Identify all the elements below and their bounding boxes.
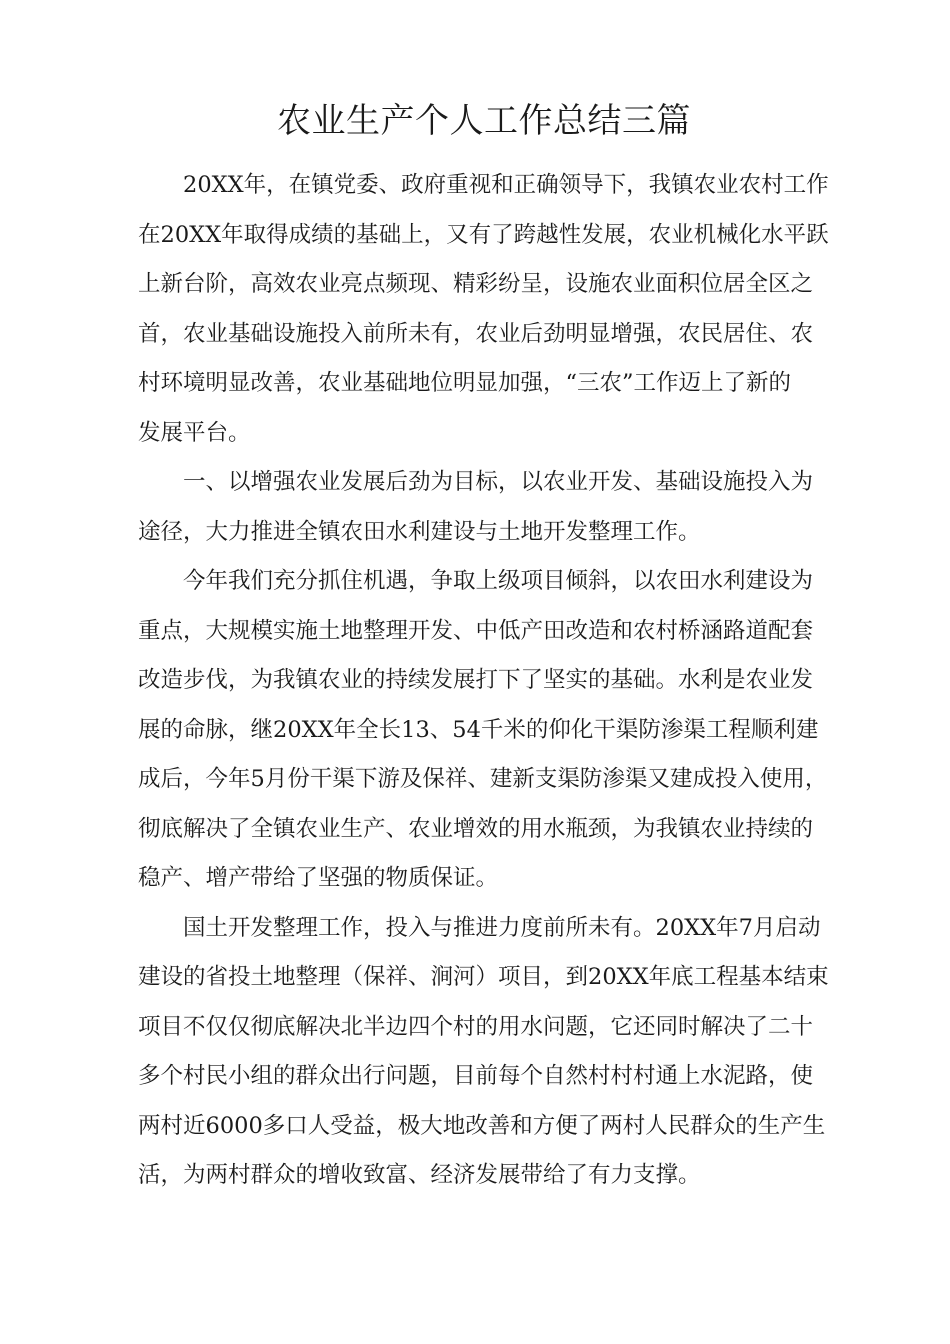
text-line: 上新台阶，高效农业亮点频现、精彩纷呈，设施农业面积位居全区之 [138,271,814,297]
text-line: 在20XX年取得成绩的基础上，又有了跨越性发展，农业机械化水平跃 [138,221,829,248]
text-line: 一、以增强农业发展后劲为目标，以农业开发、基础设施投入为 [183,469,814,495]
text-line: 20XX年，在镇党委、政府重视和正确领导下，我镇农业农村工作 [183,172,829,198]
paragraph-heading-one [138,458,830,557]
text-line: 改造步伐，为我镇农业的持续发展打下了坚实的基础。水利是农业发 [138,667,814,693]
text-line: 首，农业基础设施投入前所未有，农业后劲明显增强，农民居住、农 [138,320,814,347]
text-line: 稳产、增产带给了坚强的物质保证。 [138,865,499,891]
text-line: 活，为两村群众的增收致富、经济发展带给了有力支撑。 [138,1162,701,1188]
text-line: 两村近6000多口人受益，极大地改善和方便了两村人民群众的生产生 [138,1112,826,1139]
text-line: 发展平台。 [138,419,251,446]
text-line: 成后，今年5月份干渠下游及保祥、建新支渠防渗渠又建成投入使用， [138,766,828,792]
text-line: 国土开发整理工作，投入与推进力度前所未有。20XX年7月启动 [183,914,821,941]
document-title: 农业生产个人工作总结三篇 [277,101,691,141]
text-line: 彻底解决了全镇农业生产、农业增效的用水瓶颈，为我镇农业持续的 [138,815,814,842]
text-line: 多个村民小组的群众出行问题，目前每个自然村村村通上水泥路，使 [138,1063,814,1089]
paragraph-water-conservancy [138,557,830,904]
text-line: 今年我们充分抓住机遇，争取上级项目倾斜，以农田水利建设为 [183,568,814,594]
text-line: 展的命脉，继20XX年全长13、54千米的仰化干渠防渗渠工程顺利建 [138,716,819,743]
text-line: 项目不仅仅彻底解决北半边四个村的用水问题，它还同时解决了二十 [138,1013,814,1040]
text-line: 重点，大规模实施土地整理开发、中低产田改造和农村桥涵路道配套 [138,617,814,644]
text-line: 建设的省投土地整理（保祥、涧河）项目，到20XX年底工程基本结束 [138,964,829,990]
paragraph-land-development [138,904,830,1201]
text-line: 途径，大力推进全镇农田水利建设与土地开发整理工作。 [138,518,701,545]
paragraph-intro [138,161,830,458]
text-line: 村环境明显改善，农业基础地位明显加强，“三农”工作迈上了新的 [138,370,792,396]
